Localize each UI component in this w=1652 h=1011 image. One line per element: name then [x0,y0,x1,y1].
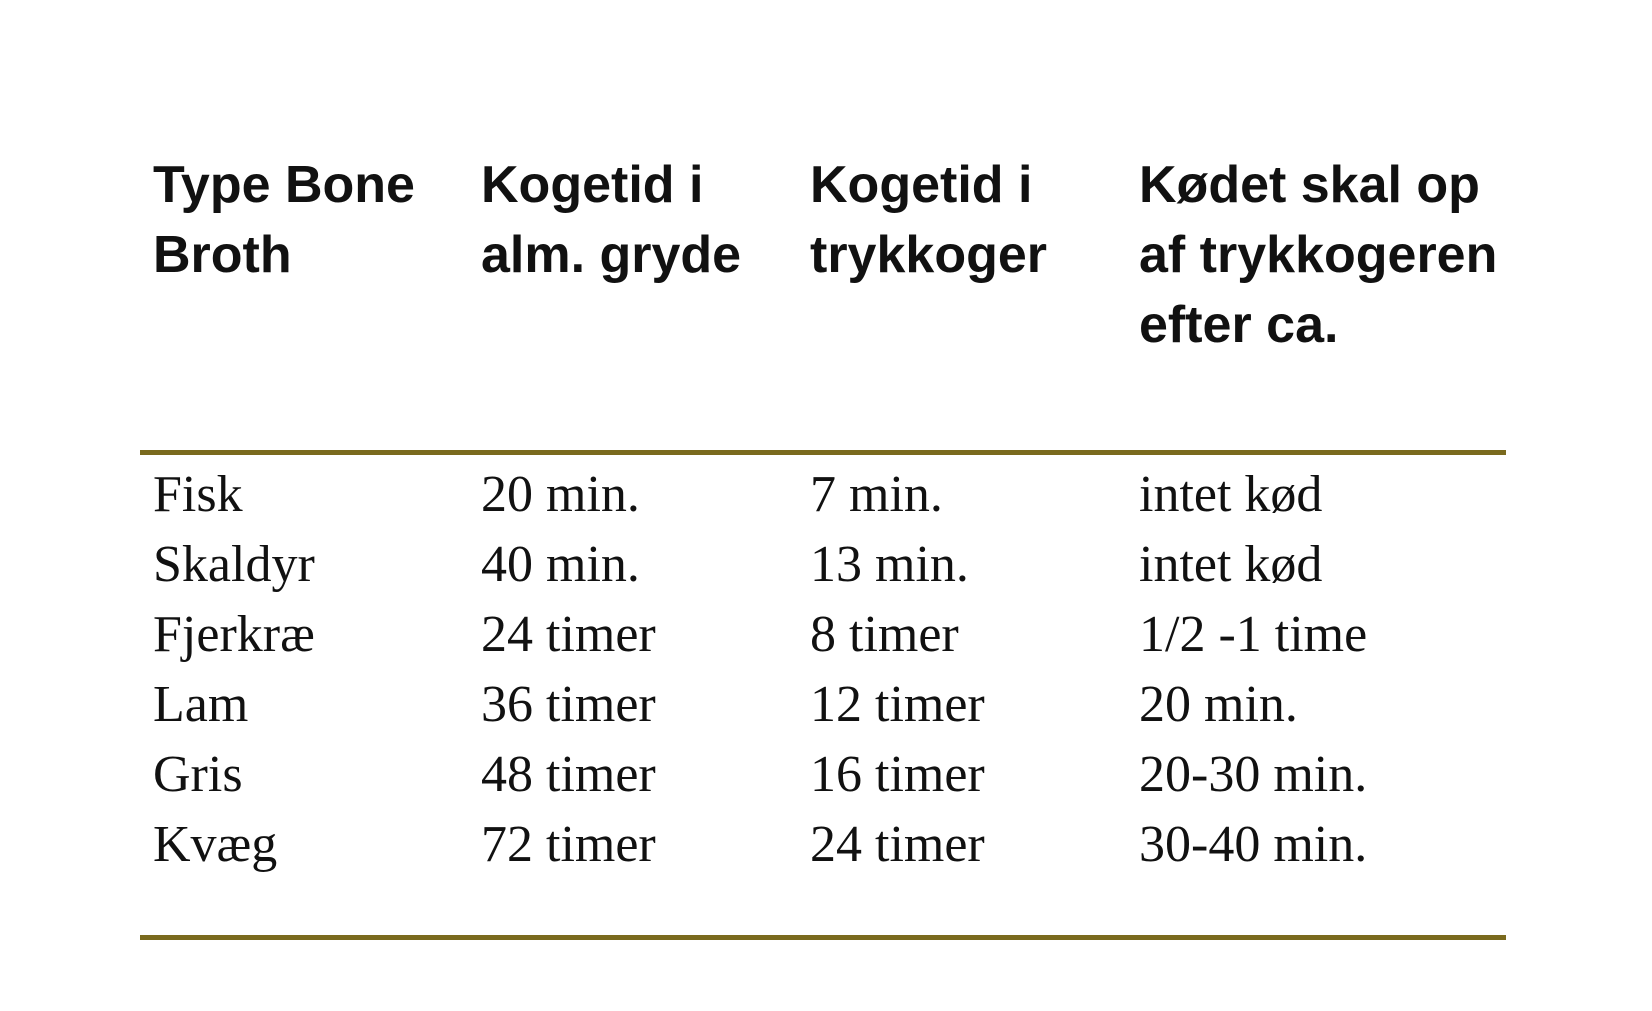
cell-type: Fisk [153,466,243,523]
table-row [140,740,1506,810]
cell-type: Fjerkræ [153,606,315,663]
header-pot-time: Kogetid i alm. gryde [481,156,742,284]
header-meat-removal: Kødet skal op af trykkogeren efter ca. [1139,156,1498,354]
cell-meat-removal: 30-40 min. [1139,816,1368,873]
broth-table [140,150,1506,940]
cell-pot-time: 24 timer [481,606,656,663]
cell-meat-removal: 20 min. [1139,676,1298,733]
cell-pressure-time: 12 timer [810,676,985,733]
table-row [140,810,1506,880]
table-row [140,460,1506,530]
table-row [140,600,1506,670]
cell-meat-removal: intet kød [1139,466,1323,523]
cell-pressure-time: 7 min. [810,466,943,523]
cell-pot-time: 48 timer [481,746,656,803]
table-body [140,455,1506,935]
cell-type: Kvæg [153,816,278,873]
cell-type: Lam [153,676,249,733]
table-bottom-rule [140,935,1506,940]
table-row [140,530,1506,600]
cell-meat-removal: 20-30 min. [1139,746,1368,803]
cell-type: Gris [153,746,243,803]
cell-meat-removal: 1/2 -1 time [1139,606,1368,663]
table-row [140,670,1506,740]
cell-type: Skaldyr [153,536,315,593]
cell-pot-time: 20 min. [481,466,640,523]
cell-pot-time: 40 min. [481,536,640,593]
cell-pressure-time: 24 timer [810,816,985,873]
header-type: Type Bone Broth [153,156,415,284]
cell-pressure-time: 8 timer [810,606,959,663]
cell-pot-time: 72 timer [481,816,656,873]
header-pressure-time: Kogetid i trykkoger [810,156,1047,284]
cell-pot-time: 36 timer [481,676,656,733]
table-header-row [140,150,1506,450]
cell-meat-removal: intet kød [1139,536,1323,593]
cell-pressure-time: 13 min. [810,536,969,593]
cell-pressure-time: 16 timer [810,746,985,803]
